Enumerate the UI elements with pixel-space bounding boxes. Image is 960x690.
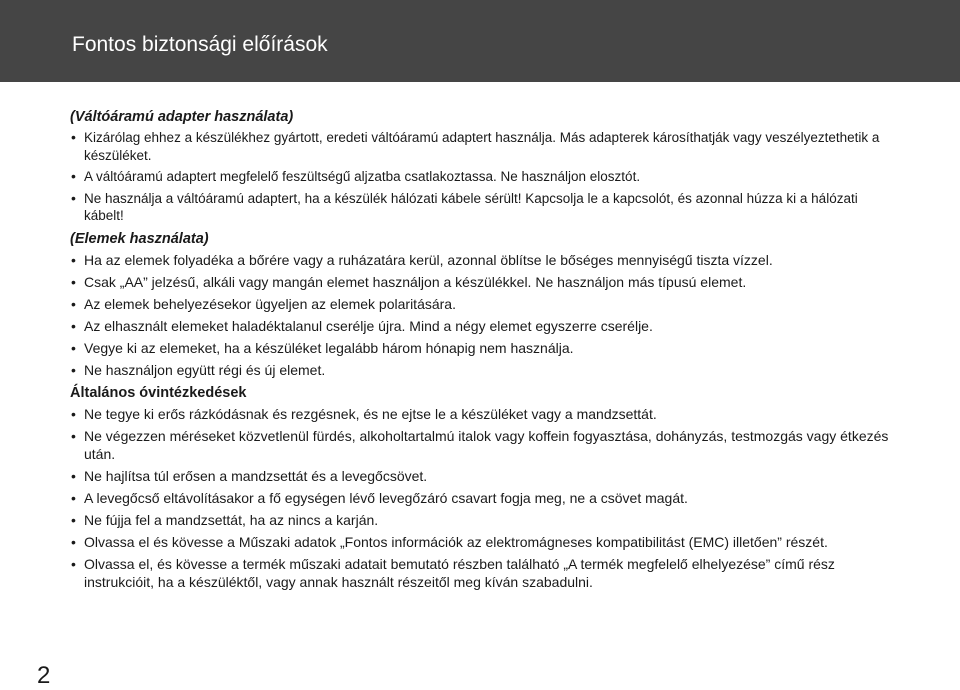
list-item: [70, 427, 890, 463]
section-heading-adapter: (Váltóáramú adapter használata): [70, 109, 294, 125]
list-item: [70, 339, 890, 357]
list-item: [70, 533, 890, 551]
page-title: Fontos biztonsági előírások: [72, 33, 328, 56]
section-heading-general: Általános óvintézkedések: [70, 384, 247, 401]
general-list: [70, 405, 890, 591]
list-item-text: Ne végezzen méréseket közvetlenül fürdés, alkoholtartalmú italok vagy koffein fogyasztása, dohányzás, testmozgás vagy étkezés után.: [84, 427, 889, 462]
bullet: •: [71, 339, 76, 356]
list-item: [70, 317, 890, 335]
bullet: •: [71, 295, 76, 312]
bullet: •: [71, 533, 76, 550]
list-item: [70, 405, 890, 423]
list-item-text: Olvassa el, és kövesse a termék műszaki adatait bemutató részben található „A termék megfelelő elhelyezése” című rész instrukcióit, ha a készüléktől, vagy annak használt részeitől meg kíván szabadulni.: [84, 555, 835, 590]
list-item: [70, 295, 890, 313]
list-item-text: Az elhasznált elemeket haladéktalanul cserélje újra. Mind a négy elemet egyszerre cserélje.: [84, 317, 653, 334]
bullet: •: [71, 273, 76, 290]
bullet: •: [71, 511, 76, 528]
list-item-text: A váltóáramú adaptert megfelelő feszültségű aljzatba csatlakoztassa. Ne használjon elosztót.: [84, 169, 641, 184]
bullet: •: [71, 129, 76, 145]
list-item-text: Ne használja a váltóáramú adaptert, ha a készülék hálózati kábele sérült! Kapcsolja le a kapcsolót, és azonnal húzza ki a hálózati kábelt!: [84, 190, 858, 223]
bullet: •: [71, 467, 76, 484]
list-item: [70, 555, 890, 591]
list-item-text: Csak „AA” jelzésű, alkáli vagy mangán elemet használjon a készülékkel. Ne használjon más típusú elemet.: [84, 273, 747, 290]
list-item-text: Vegye ki az elemeket, ha a készüléket legalább három hónapig nem használja.: [84, 339, 574, 356]
list-item: [70, 489, 890, 507]
list-item: [70, 361, 890, 379]
header-bar: [0, 0, 960, 82]
list-item: [70, 467, 890, 485]
batteries-list: [70, 251, 890, 379]
page-number: 2: [37, 662, 51, 689]
list-item-text: A levegőcső eltávolításakor a fő egységen lévő levegőzáró csavart fogja meg, ne a csövet magát.: [84, 489, 688, 506]
list-item-text: Olvassa el és kövesse a Műszaki adatok „Fontos információk az elektromágneses kompatibilitást (EMC) illetően” részét.: [84, 533, 828, 550]
section-heading-batteries: (Elemek használata): [70, 230, 209, 247]
adapter-list: [70, 129, 890, 225]
list-item-text: Az elemek behelyezésekor ügyeljen az elemek polaritására.: [84, 295, 456, 312]
list-item: [70, 511, 890, 529]
list-item-text: Ne tegye ki erős rázkódásnak és rezgésnek, és ne ejtse le a készüléket vagy a mandzsettát.: [84, 405, 657, 422]
list-item: [70, 129, 890, 164]
document-body: [70, 107, 890, 595]
bullet: •: [71, 405, 76, 422]
list-item-text: Ne hajlítsa túl erősen a mandzsettát és a levegőcsövet.: [84, 467, 428, 484]
list-item-text: Kizárólag ehhez a készülékhez gyártott, eredeti váltóáramú adaptert használja. Más adapterek károsíthatják vagy veszélyeztethetik a készüléket.: [84, 130, 880, 163]
bullet: •: [71, 555, 76, 572]
bullet: •: [71, 361, 76, 378]
list-item: [70, 251, 890, 269]
list-item-text: Ha az elemek folyadéka a bőrére vagy a ruházatára kerül, azonnal öblítse le bőséges mennyiségű tiszta vízzel.: [84, 251, 773, 268]
list-item: [70, 168, 890, 186]
bullet: •: [71, 251, 76, 268]
bullet: •: [71, 189, 76, 206]
list-item: [70, 273, 890, 291]
list-item-text: Ne fújja fel a mandzsettát, ha az nincs a karján.: [84, 511, 379, 528]
bullet: •: [71, 317, 76, 334]
bullet: •: [71, 489, 76, 506]
list-item: [70, 190, 890, 225]
bullet: •: [71, 168, 76, 184]
bullet: •: [71, 427, 76, 444]
list-item-text: Ne használjon együtt régi és új elemet.: [84, 361, 326, 378]
